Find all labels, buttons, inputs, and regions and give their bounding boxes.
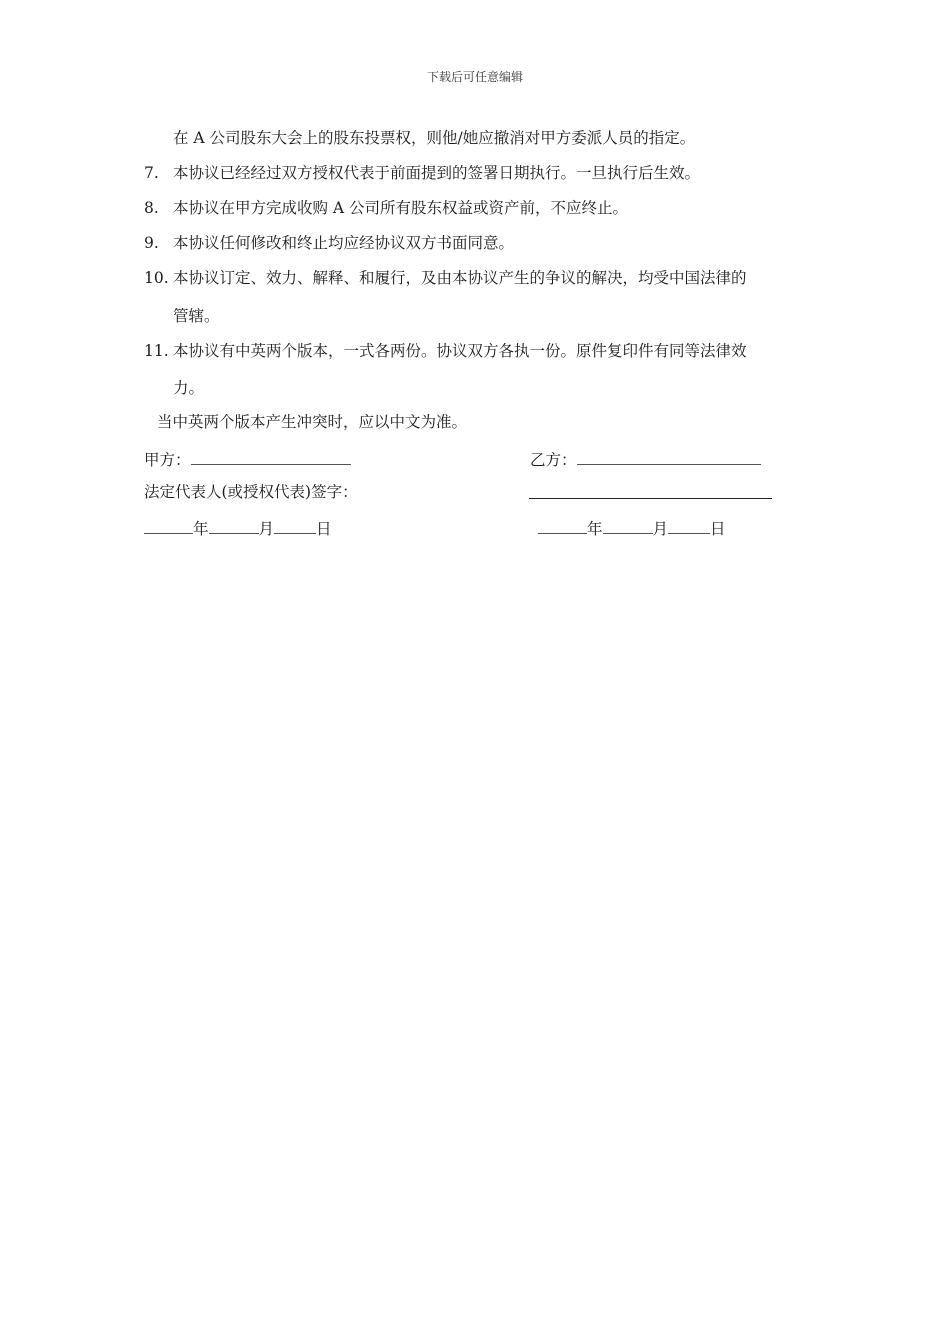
year-blank[interactable] — [144, 517, 193, 534]
month-label: 月 — [652, 520, 669, 538]
month-blank[interactable] — [603, 517, 653, 534]
year-label: 年 — [193, 520, 209, 538]
clause-9 — [144, 233, 514, 253]
party-b-blank[interactable] — [577, 448, 761, 465]
month-label: 月 — [258, 520, 275, 538]
party-b-date — [538, 517, 726, 539]
legal-rep-blank[interactable] — [529, 482, 772, 499]
clause-10-continuation: 管辖。 — [173, 307, 220, 325]
clause-number: 10. — [144, 269, 169, 287]
conflict-note: 当中英两个版本产生冲突时，应以中文为准。 — [157, 413, 468, 431]
clause-text: 本协议订定、效力、解释、和履行，及由本协议产生的争议的解决，均受中国法律的 — [173, 269, 747, 287]
clause-text: 本协议有中英两个版本，一式各两份。协议双方各执一份。原件复印件有同等法律效 — [173, 342, 747, 360]
month-blank[interactable] — [209, 517, 259, 534]
continuation-text: 在 A 公司股东大会上的股东投票权，则他/她应撤消对甲方委派人员的指定。 — [173, 129, 696, 147]
legal-rep-signature — [144, 482, 358, 502]
clause-text: 本协议任何修改和终止均应经协议双方书面同意。 — [173, 234, 515, 252]
legal-rep-label: 法定代表人(或授权代表)签字： — [144, 483, 358, 501]
party-a-blank[interactable] — [191, 448, 351, 465]
clause-text: 本协议已经经过双方授权代表于前面提到的签署日期执行。一旦执行后生效。 — [173, 164, 701, 182]
day-blank[interactable] — [668, 517, 710, 534]
clause-7 — [144, 163, 700, 183]
party-a-date — [144, 517, 332, 539]
party-a-signature — [144, 448, 351, 470]
clause-8 — [144, 198, 628, 218]
legal-rep-blank-row — [529, 482, 772, 504]
party-b-label: 乙方： — [530, 451, 577, 469]
clause-number: 7. — [144, 164, 159, 182]
party-b-signature — [530, 448, 761, 470]
year-blank[interactable] — [538, 517, 587, 534]
clause-10 — [144, 268, 747, 288]
page-header: 下载后可任意编辑 — [426, 70, 523, 84]
year-label: 年 — [587, 520, 603, 538]
clause-11-continuation: 力。 — [173, 379, 205, 397]
clause-11 — [144, 341, 747, 361]
day-blank[interactable] — [274, 517, 316, 534]
day-label: 日 — [710, 520, 726, 538]
party-a-label: 甲方： — [144, 451, 191, 469]
clause-number: 11. — [144, 342, 169, 360]
day-label: 日 — [316, 520, 332, 538]
clause-number: 8. — [144, 199, 159, 217]
clause-number: 9. — [144, 234, 159, 252]
clause-text: 本协议在甲方完成收购 A 公司所有股东权益或资产前，不应终止。 — [173, 199, 629, 217]
